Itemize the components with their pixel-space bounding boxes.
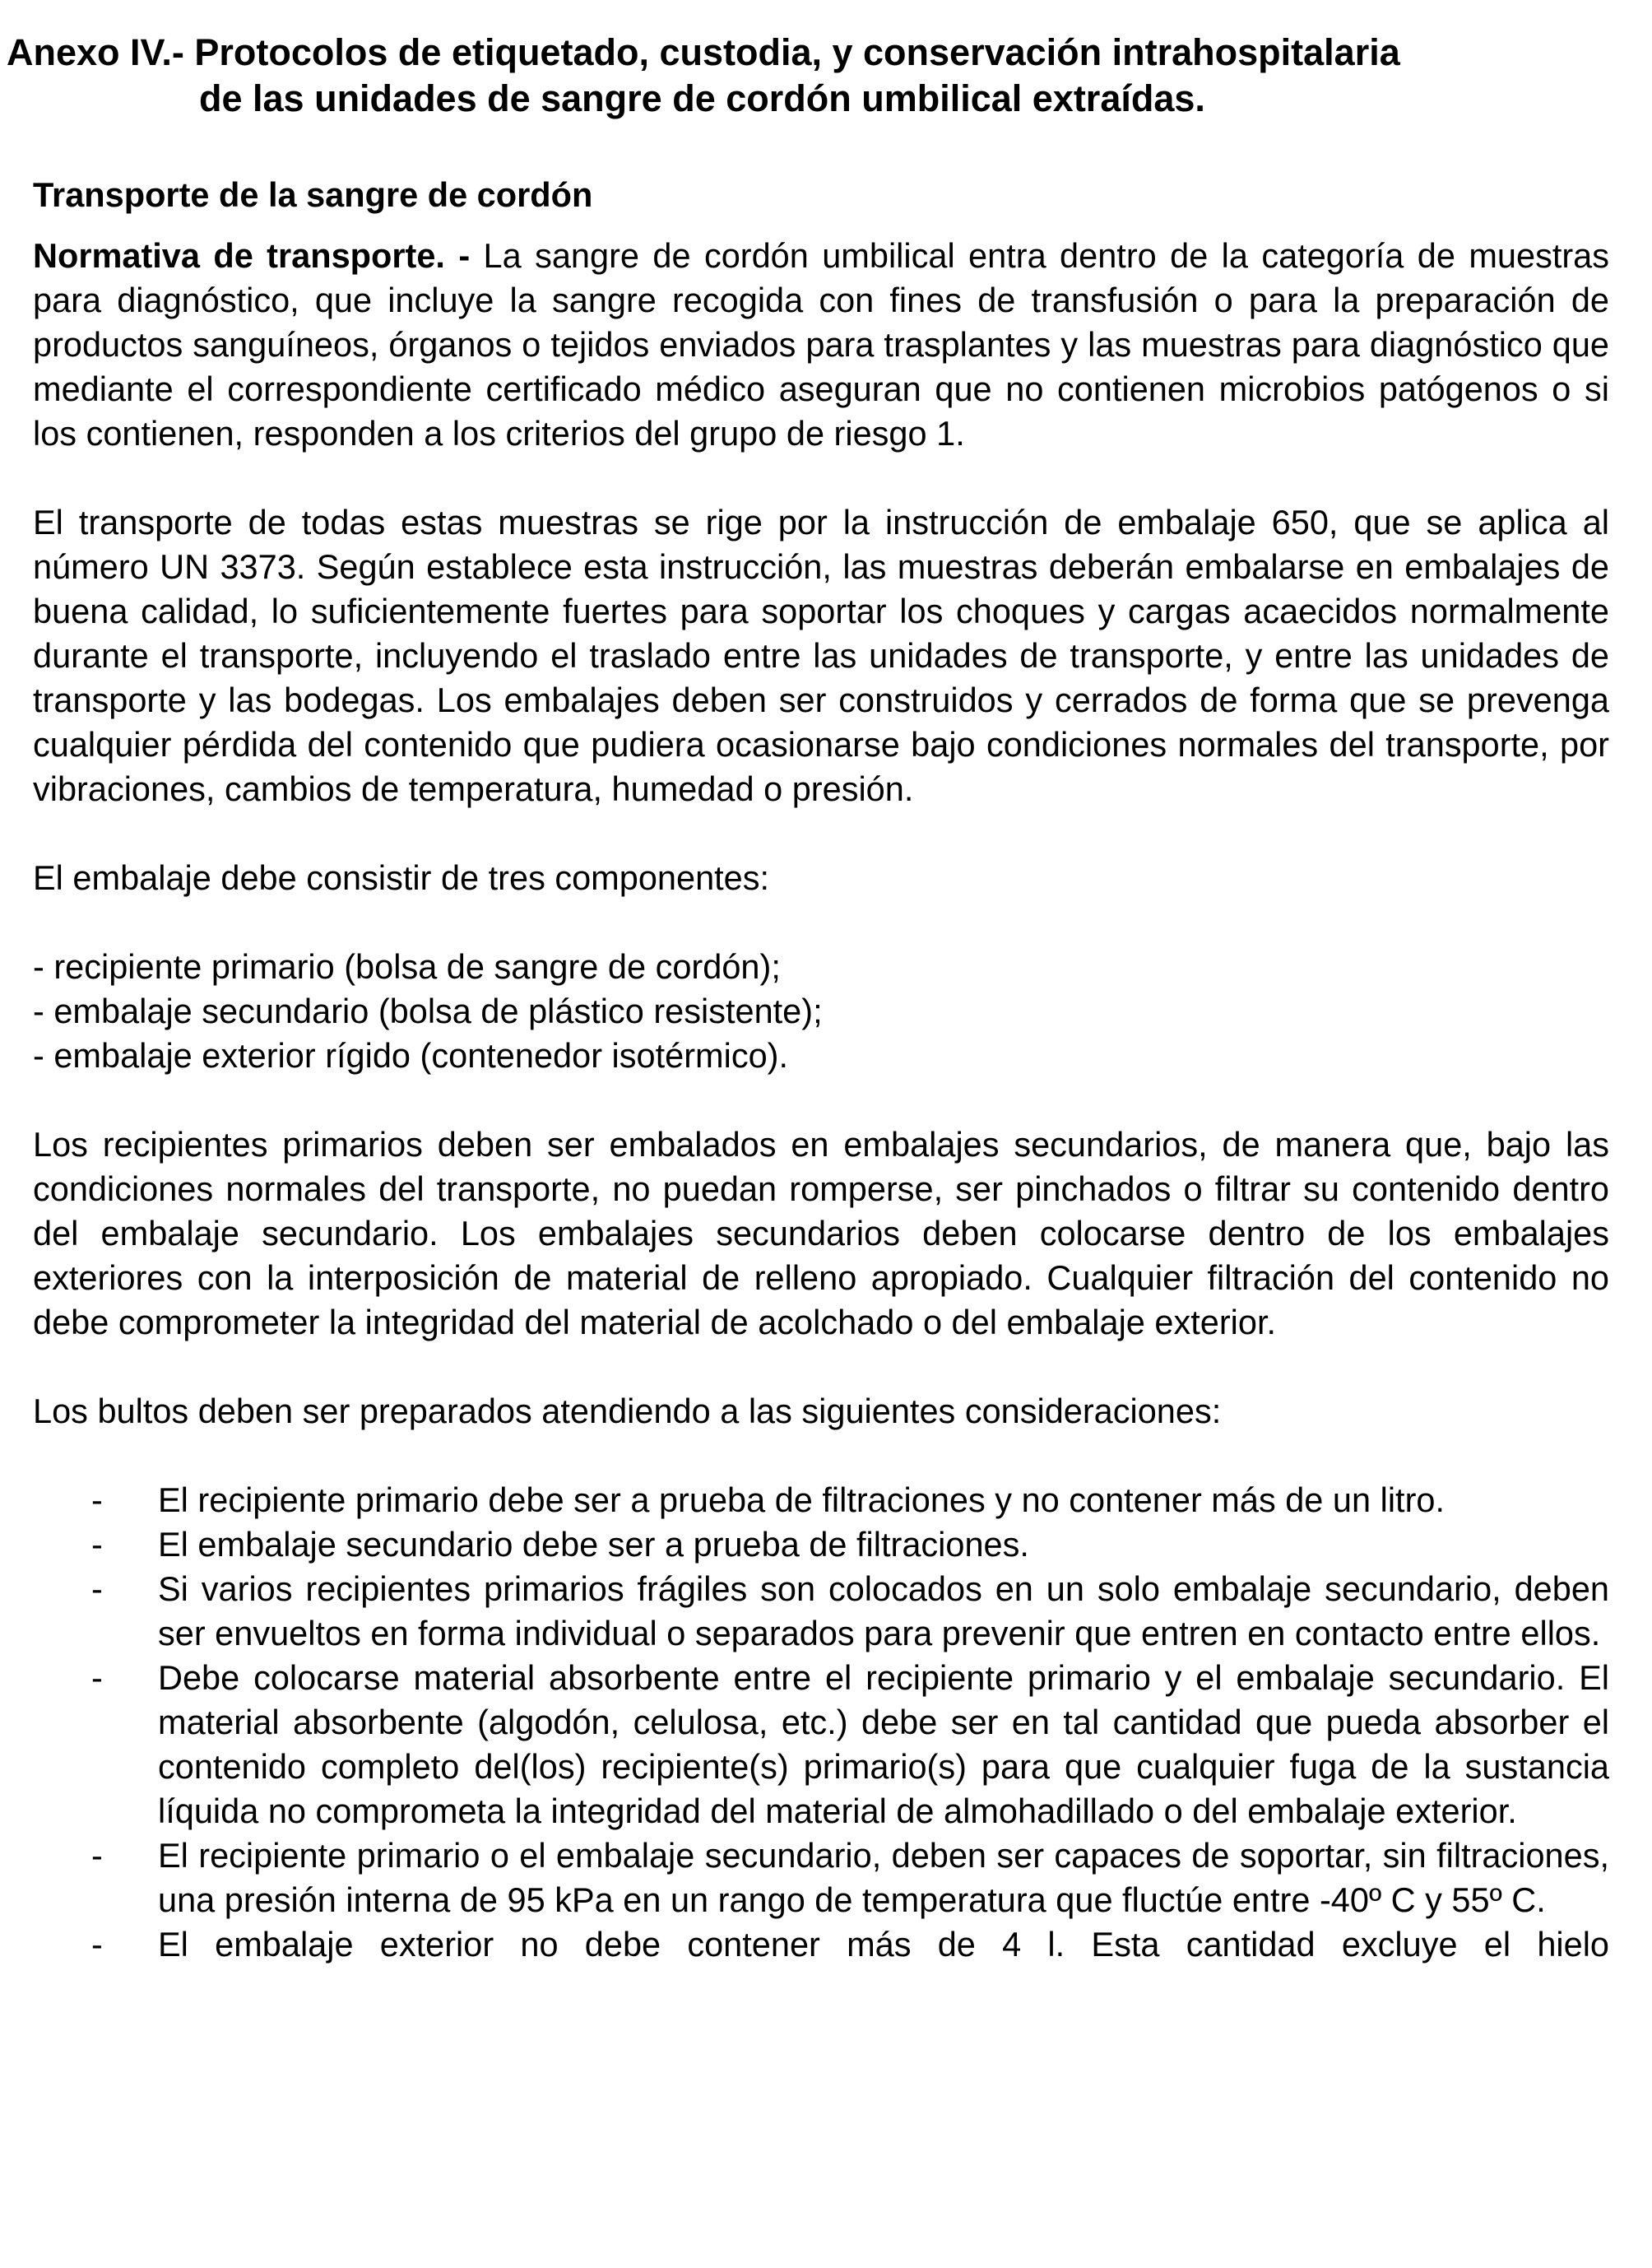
bullet-dash: - bbox=[91, 1658, 103, 1697]
bullet-dash: - bbox=[91, 1569, 103, 1608]
list-item-text: El embalaje secundario debe ser a prueba de filtraciones. bbox=[158, 1525, 1029, 1564]
spacer bbox=[33, 1345, 1609, 1389]
paragraph-lead: Normativa de transporte. - bbox=[33, 236, 471, 275]
list-item bbox=[33, 1833, 1609, 1922]
list-item-text: El recipiente primario debe ser a prueba de filtraciones y no contener más de un litro. bbox=[158, 1480, 1446, 1519]
paragraph-considerations-intro: Los bultos deben ser preparados atendiendo a las siguientes consideraciones: bbox=[33, 1392, 1222, 1430]
list-item bbox=[33, 1567, 1609, 1656]
spacer bbox=[33, 900, 1609, 945]
bullet-dash: - bbox=[91, 1836, 103, 1875]
paragraph-text: La sangre de cordón umbilical entra dentro de la categoría de muestras para diagnóstico, que incluye la sangre recogida con fines de transfusión o para la preparación de productos sanguíneos, órganos o tejidos enviados para trasplantes y las muestras para diagnóstico que mediante el correspondiente certificado médico aseguran que no contienen microbios patógenos o si los contienen, responden a los criterios del grupo de riesgo 1. bbox=[33, 236, 1609, 453]
document-body bbox=[33, 173, 1609, 1967]
list-item bbox=[33, 1522, 1609, 1567]
bullet-dash: - bbox=[91, 1480, 103, 1519]
list-item: - embalaje exterior rígido (contenedor isotérmico). bbox=[33, 1036, 789, 1075]
title-line-1: Anexo IV.- Protocolos de etiquetado, custodia, y conservación intrahospitalaria bbox=[7, 31, 1400, 73]
list-item bbox=[33, 1656, 1609, 1833]
paragraph-instruction-650: El transporte de todas estas muestras se rige por la instrucción de embalaje 650, que se aplica al número UN 3373. Según establece esta instrucción, las muestras deberán embalarse en embalajes de buena calidad, lo suficientemente fuertes para soportar los choques y cargas acaecidos normalmente durante el transporte, incluyendo el traslado entre las unidades de transporte, y entre las unidades de transporte y las bodegas. Los embalajes deben ser construidos y cerrados de forma que se prevenga cualquier pérdida del contenido que pudiera ocasionarse bajo condiciones normales del transporte, por vibraciones, cambios de temperatura, humedad o presión. bbox=[33, 503, 1609, 808]
paragraph-packaging: Los recipientes primarios deben ser embalados en embalajes secundarios, de manera que, bajo las condiciones normales del transporte, no puedan romperse, ser pinchados o filtrar su contenido dentro del embalaje secundario. Los embalajes secundarios deben colocarse dentro de los embalajes exteriores con la interposición de material de relleno apropiado. Cualquier filtración del contenido no debe comprometer la integridad del material de acolchado o del embalaje exterior. bbox=[33, 1125, 1609, 1341]
list-item-text: Debe colocarse material absorbente entre el recipiente primario y el embalaje secundario. El material absorbente (algodón, celulosa, etc.) debe ser en tal cantidad que pueda absorber el contenido completo del(los) recipiente(s) primario(s) para que cualquier fuga de la sustancia líquida no comprometa la integridad del material de almohadillado o del embalaje exterior. bbox=[158, 1658, 1609, 1830]
components-list bbox=[33, 945, 1609, 1078]
spacer bbox=[33, 811, 1609, 856]
bullet-dash: - bbox=[91, 1525, 103, 1564]
list-item-text: El embalaje exterior no debe contener más de 4 l. Esta cantidad excluye el hielo bbox=[158, 1925, 1609, 1964]
spacer bbox=[33, 1078, 1609, 1122]
list-item: - recipiente primario (bolsa de sangre de cordón); bbox=[33, 947, 781, 986]
bullet-dash: - bbox=[91, 1925, 103, 1964]
list-item: - embalaje secundario (bolsa de plástico resistente); bbox=[33, 992, 823, 1030]
spacer bbox=[33, 1434, 1609, 1478]
title-line-2: de las unidades de sangre de cordón umbilical extraídas. bbox=[199, 77, 1205, 119]
list-item bbox=[33, 1922, 1609, 1967]
considerations-list bbox=[33, 1478, 1609, 1967]
paragraph-transport-regulation bbox=[33, 234, 1609, 456]
paragraph-components-intro: El embalaje debe consistir de tres componentes: bbox=[33, 858, 770, 897]
list-item bbox=[33, 1478, 1609, 1522]
list-item-text: Si varios recipientes primarios frágiles son colocados en un solo embalaje secundario, deben ser envueltos en forma individual o separados para prevenir que entren en contacto entre ellos. bbox=[158, 1569, 1609, 1652]
spacer bbox=[33, 456, 1609, 500]
section-heading: Transporte de la sangre de cordón bbox=[33, 175, 593, 214]
document-title bbox=[7, 30, 1619, 122]
list-item-text: El recipiente primario o el embalaje secundario, deben ser capaces de soportar, sin filtraciones, una presión interna de 95 kPa en un rango de temperatura que fluctúe entre -40º C y 55º C. bbox=[158, 1836, 1609, 1919]
